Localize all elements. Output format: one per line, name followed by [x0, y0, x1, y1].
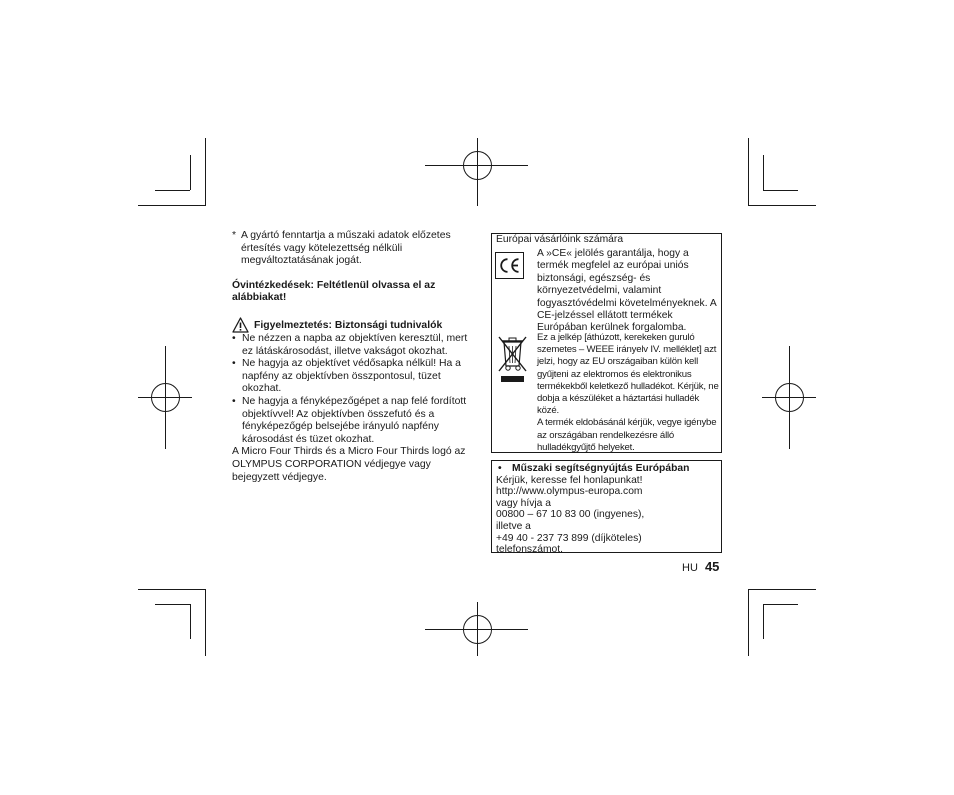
crop-mark [748, 589, 749, 656]
footnote [232, 230, 470, 268]
ce-text: A »CE« jelölés garantálja, hogy a termék megfelel az európai uniós biztonsági, egészség- és környezetvédelmi, valamint fogyasztóvédelmi követelményeknek. A CE-jelzéssel ellátott termékek Európában kerülnek forgalomba. [537, 248, 717, 334]
registration-circle [463, 615, 492, 644]
weee-text: Ez a jelkép [áthúzott, kerekeken guruló szemetes – WEEE irányelv IV. melléklet] azt jelzi, hogy az EU országaiban külön kell gyűjteni az elektromos és elektronikus termékekből keletkező hulladékot. Kérjük, ne dobja a készüléket a háztartási hulladék közé. A termék eldobásánál kérjük, vegye igénybe az országában rendelkezésre álló hulladékgyűjtő helyeket. [537, 332, 719, 453]
crop-mark [155, 190, 190, 191]
support-line: illetve a [496, 520, 531, 532]
support-phone-paid: +49 40 - 237 73 899 (díjköteles) [496, 532, 642, 544]
list-item: • Ne nézzen a napba az objektíven keresztül, mert ez látáskárosodást, illetve vakságot okozhat. [232, 332, 468, 357]
registration-circle [151, 383, 180, 412]
registration-circle [775, 383, 804, 412]
language-code: HU [682, 562, 698, 574]
technical-support-box [491, 460, 722, 556]
crossed-out-wheelie-bin-icon [496, 334, 529, 386]
trademark-text: A Micro Four Thirds és a Micro Four Thirds logó az OLYMPUS CORPORATION védjegye vagy bejegyzett védjegye. [232, 446, 466, 483]
crop-mark [190, 604, 191, 639]
support-line: telefonszámot. [496, 544, 563, 556]
warning-heading: Figyelmeztetés: Biztonsági tudnivalók [254, 320, 443, 332]
warning-list [232, 333, 470, 446]
list-item: • Ne hagyja az objektívet védősapka nélkül! Ha a napfény az objektívben összpontosul, tüzet okozhat. [232, 358, 461, 395]
precautions-heading: Óvintézkedések: Feltétlenül olvassa el az alábbiakat! [232, 279, 436, 304]
registration-circle [463, 151, 492, 180]
crop-mark [190, 155, 191, 190]
support-heading: • Műszaki segítségnyújtás Európában [498, 463, 690, 474]
support-phone-free: 00800 – 67 10 83 00 (ingyenes), [496, 509, 645, 521]
support-url: http://www.olympus-europa.com [496, 486, 643, 498]
crop-mark [763, 604, 798, 605]
page-footer [682, 559, 719, 574]
footnote-text: A gyártó fenntartja a műszaki adatok előzetes értesítés vagy kötelezettség nélküli megváltoztatásának jogát. [241, 230, 451, 267]
crop-mark [138, 205, 206, 206]
support-line: vagy hívja a [496, 497, 551, 509]
ce-mark-icon [495, 252, 524, 279]
crop-mark [763, 604, 764, 639]
crop-mark [205, 589, 206, 656]
left-column [232, 230, 470, 484]
crop-mark [155, 604, 190, 605]
crop-mark [138, 589, 206, 590]
support-line: Kérjük, keresse fel honlapunkat! [496, 474, 643, 486]
footnote-marker: * [232, 230, 237, 241]
crop-mark [748, 589, 816, 590]
eu-customers-box [491, 233, 722, 453]
warning-heading-row [232, 317, 470, 333]
crop-mark [748, 205, 816, 206]
crop-mark [763, 155, 764, 190]
crop-mark [748, 138, 749, 206]
crop-mark [763, 190, 798, 191]
eu-box-title: Európai vásárlóink számára [496, 234, 624, 245]
warning-triangle-icon [232, 317, 249, 333]
list-item: • Ne hagyja a fényképezőgépet a nap felé fordított objektívvel! Az objektívben összefutó és a fényképezőgép belsejébe irányuló napfény károsodást és tüzet okozhat. [232, 395, 467, 445]
crop-mark [205, 138, 206, 206]
page-number: 45 [704, 559, 720, 574]
